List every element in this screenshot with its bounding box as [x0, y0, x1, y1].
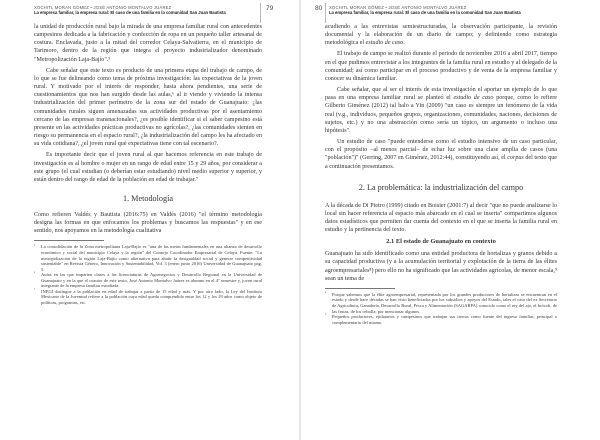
left-page — [0, 0, 299, 440]
right-page-number: 80 — [315, 5, 323, 12]
footnote — [325, 292, 557, 314]
p4-text-a: Un estudio de caso "puede entenderse como el estudio intensivo de un caso particular, con el propósito –al menos parcial– de echar luz sobre una clase amplia de casos (una "población")" (Gerring, 2007 en Giménez, 2012:44), constituyendo así, el — [325, 139, 557, 162]
section-heading-metodologia: 1. Metodología — [122, 193, 174, 203]
p1-text-a: acudiendo a las entrevistas semiestructuradas, la observación participante, la revisión documental y la elaboración de un diario de campo; y definiendo como estrategia metodológica el — [325, 24, 557, 47]
footnote-number: ⁶ — [34, 271, 36, 276]
footnote — [34, 272, 262, 289]
p3-text-b: porque, como lo refiere Gilberto Giménez (2012) tal balo a Yin (2009) "un caso es siempre un fenómeno de la vida real (v.g., individuos, pequeños grupos, organizaciones, comunidades, naciones, decisiones de sujetos, etc.) y no una abstracción como sería un tópico, un argumento o incluso una hipótesis". — [325, 95, 558, 134]
p4-italic: corpus — [507, 155, 524, 162]
left-paragraph-method: Como refieren Valdés y Bautista (2016:75) en Valdés (2016) "el término metodología designa las formas en que enfocamos los problemas y buscamos las respuestas" y en ese sentido, nos apoyamos en la metodología cualitativa — [34, 211, 262, 235]
footnote-number: ⁵ — [34, 243, 36, 248]
right-paragraph-5: A la década de Di Pietro (1999) citado en Boisier (2001:7) al decir "que no puede analizarse lo local sin hacer referencia al espacio más abarcado en el cual se inserta" compartimos algunos datos estadísticos que permiten dar cuenta del contexto en el que se inserta la familia rural en estudio y la pertinencia del texto. — [325, 202, 557, 234]
p3-italic: estudio de caso — [453, 95, 494, 102]
footnote-number: ⁷ — [34, 288, 36, 293]
right-header-authors: XOCHITL MORAN GÓMEZ • JOSÉ ANTONIO MONTALVO JUÁREZ — [329, 5, 467, 10]
right-header-title: La empresa familiar, la empresa rural: El caso de una familia en la comunidad San Juan Bautista — [329, 10, 521, 16]
footnote-number: ⁹ — [325, 313, 327, 318]
right-text-block — [325, 23, 557, 325]
footnote-text: La consolidación de la Zona metropolitana Laja-Bajío es "una de las metas fundamentales en una alianza de desarrollo económico y social del municipio Celaya y la región" del Consejo Coordinador Empresarial de Celaya. Fuente: "La metropolización de la región Laja-Bajío como alternativa para abatir la desigualdad social y generar competitividad sustentable" en Revista Género, Innovación y Sustentabilidad, Vol. 3 (enero junio 2016) Universidad de Guanajuato pag. 5. — [41, 244, 262, 272]
p3-text-a: Cabe señalar, que al ser el interés de esta investigación el aportar un ejemplo de lo que pasa en una empresa familiar rural se planteó el — [325, 87, 557, 102]
right-paragraph-2: El trabajo de campo se realizó durante el periodo de noviembre 2016 a abril 2017, tiempo en el que pudimos entrevistar a los integrantes de la familia rural en estudio y al delegado de la comunidad; así como participar en el proceso productivo y de venta de la empresa familiar y conocer su dinámica familiar. — [325, 51, 557, 82]
right-page — [301, 0, 600, 440]
right-header-divider — [325, 3, 326, 23]
right-paragraph-4 — [325, 138, 557, 171]
footnote-number: ⁸ — [325, 291, 327, 296]
left-header-authors: XOCHITL MORAN GÓMEZ • JOSÉ ANTONIO MONTALVO JUÁREZ — [34, 5, 172, 10]
left-header-divider — [260, 3, 261, 23]
footnote-divider — [34, 240, 104, 241]
footnote-text: Aulas en las que imparten clases a las licenciaturas de Agronegocios y Desarrollo Regional en la Universidad de Guanajuato y en la que el coautor de este texto, José Antonio Montalvo Juárez es alumno en el 4º semestre y, joven rural integrante de la empresa familiar estudiada. — [41, 272, 262, 289]
p1-text-b: . — [403, 40, 405, 47]
footnote-text: Pequeños productores, ejidatarios y campesinos que trabajan sus tierras como fuente del ingreso familiar, principal o complementario del mismo. — [332, 314, 557, 325]
left-running-header — [34, 5, 254, 21]
footnote — [34, 244, 262, 272]
left-paragraph-3: Es importante decir que el joven rural al que hacemos referencia en este trabajo de investigación es al hombre o mujer en un rango de edad entre 15 y 29 años, por considerar a este grupo (el cual estudian (o deberían estar estudiando) nivel medio superior y superior, y están dentro del rango de edad de la población en edad de trabajar.⁷ — [34, 152, 262, 183]
left-paragraph-1: la unidad de producción rural bajo la mirada de una empresa familiar rural con antecedentes campesinos dedicada a la fabricación y confección de ropa en un pequeño taller artesanal de costura. Enclavada, justo a la mitad del corredor Celaya-Salvatierra, en el municipio de Tarimoro, dentro de la región que integra el proyecto industrializador denominado "Metropolización Laja-Bajío".⁵ — [34, 24, 262, 63]
left-page-number: 79 — [266, 5, 274, 12]
footnote-text: Porque sabemos que la élite agroempresarial, representada por los grandes productores de hortalizas se encuentran en el estado y desde hace décadas se han visto beneficiados por los subsidios y apoyos del Estado, tales el caso del ex Secretario de Agricultura, Ganadería, Desarrollo Rural, Pesca y Alimentación (SAGARPA) conocido como el rey del ajo, el brócoli, de las frutas, de los cebolla; por mencionar algunos. — [332, 291, 557, 314]
right-paragraph-3 — [325, 86, 557, 135]
right-footnotes — [325, 292, 557, 325]
left-text-block — [34, 23, 262, 305]
footnote-divider — [325, 288, 395, 289]
right-paragraph-1 — [325, 23, 557, 47]
p1-italic: estudio de caso — [365, 40, 404, 47]
subsection-heading-guanajuato: 2.1 El estado de Guanajuato en contexto — [386, 238, 496, 246]
left-paragraph-2: Cabe señalar que este texto es producto de una primera etapa del trabajo de campo, de lo que se fue delineando como tema de próxima investigación: las expectativas de la joven rural. Y motivado por el interés de responder, hasta ahora pendientes, una serie de cuestionamientos que nos han surgido desde las aulas,⁶ al ir viendo y viviendo la intensa industrialización del primer perímetro de la zona sur del estado de Guanajuato: ¿las comunidades rurales siguen amenazadas sus actividades productivas por el asentamiento cercano de las empresas transnacionales?, ¿es posible identificar si el saber campesino está presente en las actividades prácticas productivas no agrícolas?, ¿las comunidades sienten en riesgo su permanencia en el espacio rural?, ¿la industrialización del campo les ha afectado en su vida cotidiana?, ¿el joven rural qué expectativas tiene con tal escenario?. — [34, 67, 262, 148]
right-running-header — [329, 5, 579, 21]
right-paragraph-6: Guanajuato ha sido identificado como una entidad productora de hortalizas y granos debido a su capacidad productiva (y a la acumulación territorial y explotación de la tierra de las élites agroempresariales⁸) pero ello no ha significado que las actividades agrícolas, de menor escala,⁹ sean un tema de — [325, 251, 557, 282]
footnote — [325, 314, 557, 325]
footnote-text: INEGI distingue a la población en edad de trabajar a partir de 15 edad y más. Y por otro lado, la Ley del Instituto Mexicano de la Juventud refiere a la población cuya edad queda comprendida entre los 12 y los 29 años como objeto de políticas, programas, etc. — [41, 288, 262, 305]
footnote — [34, 289, 262, 306]
left-header-title: La empresa familiar, la empresa rural: El caso de una familia en la comunidad San Juan Bautista — [34, 10, 226, 16]
p4-text-b: del texto que a continuación presentamos. — [325, 155, 557, 170]
left-footnotes — [34, 244, 262, 305]
section-heading-problematica: 2. La problemática: la industrialización del campo — [358, 182, 524, 192]
